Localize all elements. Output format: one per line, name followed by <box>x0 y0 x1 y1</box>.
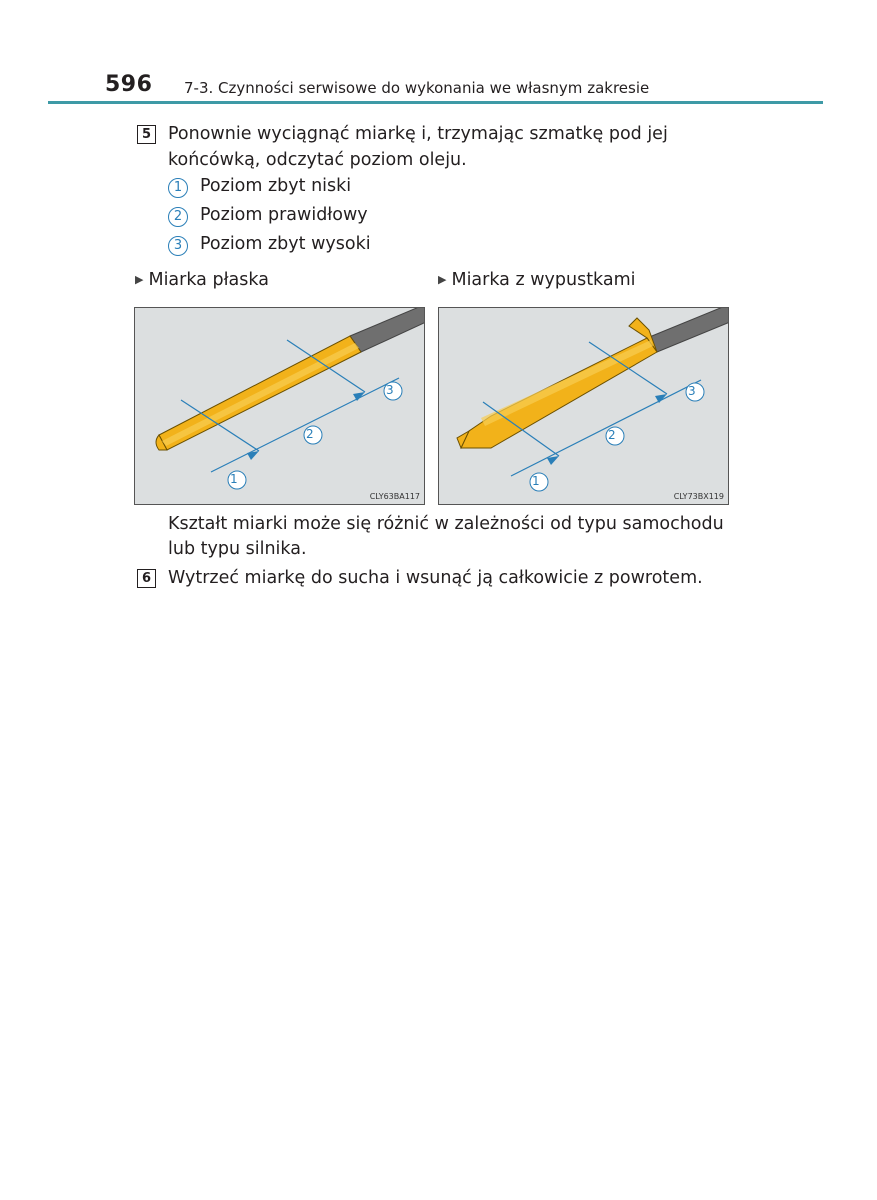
step-text: Wytrzeć miarkę do sucha i wsunąć ją całkowicie z powrotem. <box>168 568 703 588</box>
variant-label: Miarka płaska <box>148 270 269 290</box>
triangle-bullet-icon: ▶ <box>135 273 144 286</box>
figure-code: CLY63BA117 <box>369 492 420 501</box>
callout-label: 3 <box>386 383 394 397</box>
circled-number-icon: 1 <box>168 178 188 198</box>
figure-flat-dipstick <box>134 307 425 505</box>
variant-flat-caption <box>135 270 269 290</box>
callout-label: 1 <box>230 472 238 486</box>
step-number-box: 6 <box>137 569 156 588</box>
level-label: Poziom zbyt niski <box>200 176 352 196</box>
flat-dipstick-illustration <box>135 308 425 505</box>
callout-label: 1 <box>532 474 540 488</box>
callout-label: 2 <box>608 428 616 442</box>
figure-notched-dipstick <box>438 307 729 505</box>
level-label: Poziom zbyt wysoki <box>200 234 371 254</box>
level-label: Poziom prawidłowy <box>200 205 368 225</box>
step-number-box: 5 <box>137 125 156 144</box>
variant-label: Miarka z wypustkami <box>451 270 636 290</box>
step-text: Ponownie wyciągnąć miarkę i, trzymając szmatkę pod jej końcówką, odczytać poziom oleju. <box>168 124 668 170</box>
triangle-bullet-icon: ▶ <box>438 273 447 286</box>
section-title: 7-3. Czynności serwisowe do wykonania we własnym zakresie <box>184 79 650 97</box>
page-header <box>0 0 877 110</box>
circled-number-icon: 2 <box>168 207 188 227</box>
figure-code: CLY73BX119 <box>673 492 724 501</box>
variant-notched-caption <box>438 270 636 290</box>
circled-number-icon: 3 <box>168 236 188 256</box>
notched-dipstick-illustration <box>439 308 729 505</box>
figure-note: Kształt miarki może się różnić w zależności od typu samochodu lub typu silnika. <box>168 514 724 559</box>
callout-label: 2 <box>306 427 314 441</box>
callout-label: 3 <box>688 384 696 398</box>
header-divider <box>48 101 823 104</box>
page-number: 596 <box>105 72 153 97</box>
